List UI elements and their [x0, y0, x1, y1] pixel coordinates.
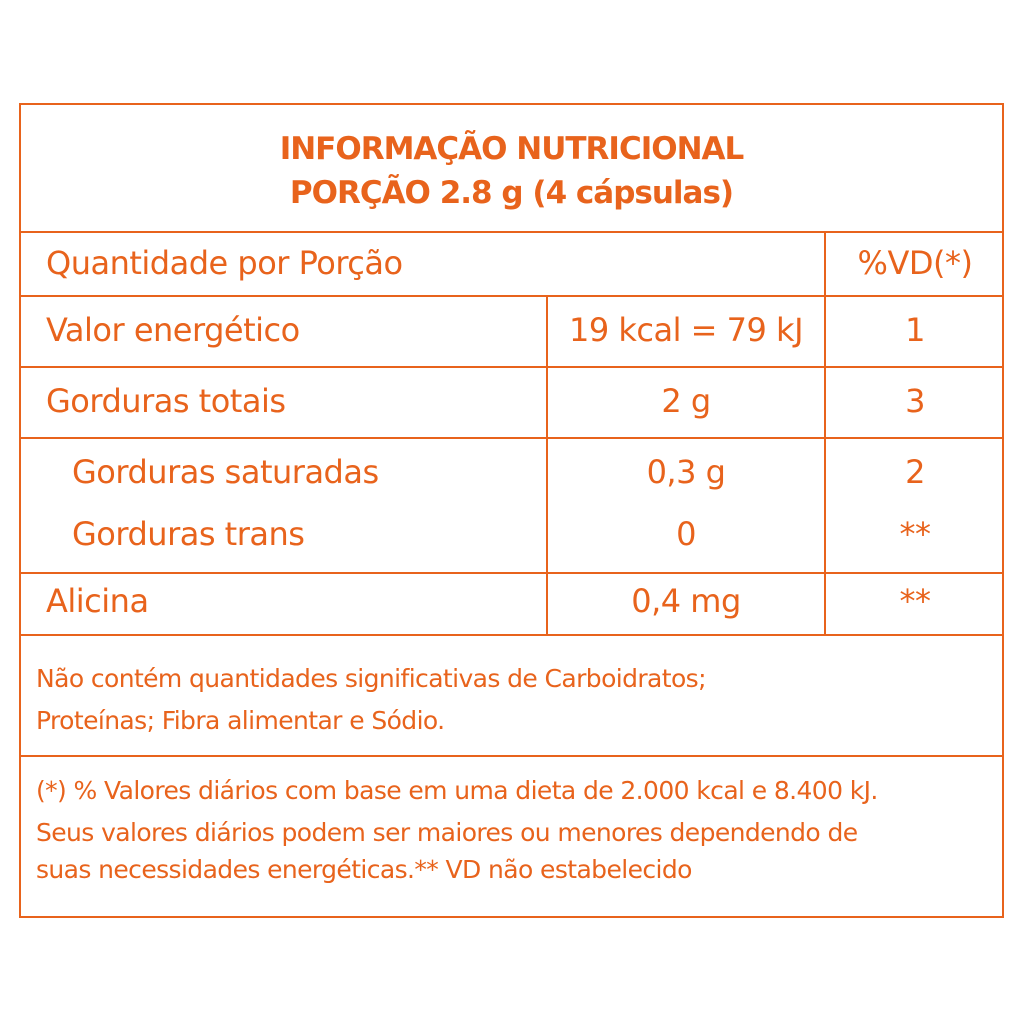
table-row-name: Gorduras totais — [46, 382, 286, 420]
nutrition-facts-panel — [19, 103, 1004, 918]
divider — [21, 437, 1002, 439]
footnote: suas necessidades energéticas.** VD não estabelecido — [36, 855, 692, 884]
table-row-name: Valor energético — [46, 311, 300, 349]
not-contains-note: Proteínas; Fibra alimentar e Sódio. — [36, 706, 445, 735]
table-row-amount: 2 g — [661, 382, 711, 420]
table-row-amount: 0 — [676, 515, 696, 553]
table-row-vd: 3 — [905, 382, 925, 420]
serving-size: PORÇÃO 2.8 g (4 cápsulas) — [289, 175, 734, 211]
table-row-vd: ** — [899, 582, 931, 620]
table-row-name: Gorduras saturadas — [72, 453, 379, 491]
not-contains-note: Não contém quantidades significativas de Carboidratos; — [36, 664, 706, 693]
table-row-vd: ** — [899, 515, 931, 553]
table-row-amount: 0,4 mg — [631, 582, 741, 620]
footnote: (*) % Valores diários com base em uma dieta de 2.000 kcal e 8.400 kJ. — [36, 776, 878, 805]
header-vd: %VD(*) — [857, 244, 973, 282]
table-row-vd: 2 — [905, 453, 925, 491]
divider — [21, 755, 1002, 757]
header-label: Quantidade por Porção — [46, 244, 403, 282]
table-row-name: Alicina — [46, 582, 149, 620]
table-row-amount: 0,3 g — [646, 453, 726, 491]
column-divider — [824, 231, 826, 636]
table-row-vd: 1 — [905, 311, 925, 349]
table-row-name: Gorduras trans — [72, 515, 305, 553]
divider — [21, 295, 1002, 297]
divider — [21, 634, 1002, 636]
divider — [21, 572, 1002, 574]
divider — [21, 366, 1002, 368]
table-title: INFORMAÇÃO NUTRICIONAL — [279, 131, 744, 167]
divider — [21, 231, 1002, 233]
footnote: Seus valores diários podem ser maiores ou menores dependendo de — [36, 818, 858, 847]
table-row-amount: 19 kcal = 79 kJ — [568, 311, 804, 349]
